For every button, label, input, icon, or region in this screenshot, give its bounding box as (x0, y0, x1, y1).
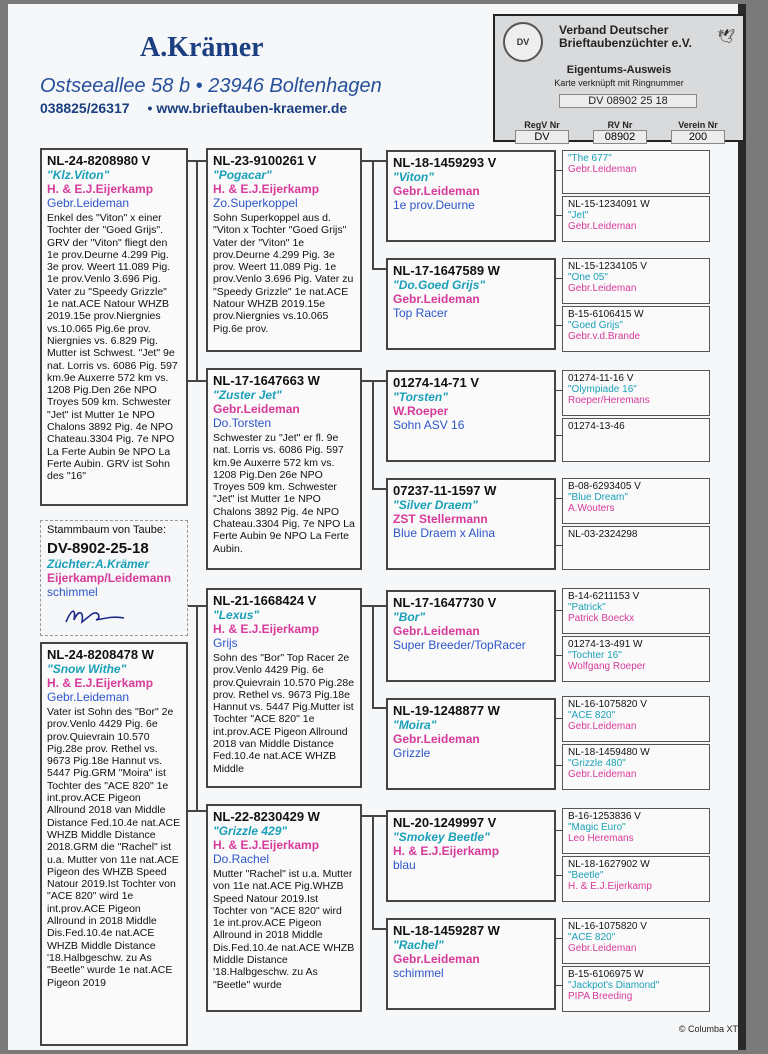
gggparent-nickname: "Blue Dream" (568, 492, 628, 503)
gggparent-box (562, 150, 710, 194)
gggparent-ring: NL-18-1459480 W (568, 747, 650, 758)
ggparent-owner: Super Breeder/TopRacer (393, 638, 526, 652)
ggparent-box (386, 590, 556, 682)
grandparent-owner: Do.Torsten (213, 416, 272, 430)
card-title: Eigentums-Ausweis (566, 64, 672, 76)
ggparent-ring: NL-20-1249997 V (393, 815, 497, 830)
subject-origin: Eijerkamp/Leidemann (47, 571, 172, 585)
ggparent-nickname: "Bor" (393, 610, 426, 624)
card-subtitle: Karte verknüpft mit Ringnummer (554, 78, 684, 88)
gggparent-ring: NL-16-1075820 V (568, 921, 647, 932)
gggparent-box (562, 370, 710, 416)
gggparent-box (562, 744, 710, 790)
grandparent-box (206, 148, 362, 352)
contact-line (40, 100, 365, 116)
gggparent-nickname: "ACE 820" (568, 932, 616, 943)
ggparent-breeder: Gebr.Leideman (393, 184, 480, 198)
ggparent-nickname: "Torsten" (393, 390, 448, 404)
gggparent-box (562, 258, 710, 304)
subject-color: schimmel (47, 585, 98, 599)
grandparent-ring: NL-22-8230429 W (213, 809, 320, 824)
col-regv-value: DV (515, 130, 569, 144)
gggparent-ring: B-08-6293405 V (568, 481, 641, 492)
sire-breeder: H. & E.J.Eijerkamp (47, 182, 154, 196)
dam-owner: Gebr.Leideman (47, 690, 130, 704)
gggparent-ring: 01274-13-491 W (568, 639, 643, 650)
ggparent-nickname: "Moira" (393, 718, 437, 732)
ggparent-owner: schimmel (393, 966, 444, 980)
gggparent-breeder: Gebr.Leideman (568, 164, 637, 175)
gggparent-nickname: "One 05" (568, 272, 608, 283)
signature-icon (62, 604, 132, 628)
dam-description: Vater ist Sohn des "Bor" 2e prov.Venlo 4429 Pig. 6e prov.Quievrain 10.570 Pig.28e prov. Rethel vs. 9673 Pig.18e Hannut vs. 5447 Pig.GRM "Moira" ist Tochter des "ACE 820" 1e int.prov.ACE Pigeon Allround 2018 van Middle Distance Fed.10.4e nat.ACE WHZB Middle Distance 2018.GRM die "Rachel" ist u.a. Mutter von 11e nat.ACE Pigeon des WHZB Speed Natour 2019.Ist Tochter von "ACE 820" wird 1e int.prov.ACE Pigeon Allround in 2018 Middle Dis.Fed.10.4e nat.ACE WHZB Middle Distance '18.Halbgeschw. zu As "Beetle" wurde 1e nat.ACE Pigeon 2019 (47, 706, 181, 989)
gggparent-box (562, 696, 710, 742)
subject-breeder: Züchter:A.Krämer (47, 557, 150, 571)
grandparent-breeder: H. & E.J.Eijerkamp (213, 838, 320, 852)
gggparent-box (562, 918, 710, 964)
ggparent-nickname: "Viton" (393, 170, 434, 184)
gggparent-ring: NL-16-1075820 V (568, 699, 647, 710)
gggparent-box (562, 418, 710, 462)
gggparent-ring: NL-18-1627902 W (568, 859, 650, 870)
ggparent-breeder: Gebr.Leideman (393, 292, 480, 306)
ggparent-breeder: ZST Stellermann (393, 512, 488, 526)
gggparent-box (562, 478, 710, 524)
gggparent-ring: NL-15-1234105 V (568, 261, 647, 272)
grandparent-owner: Do.Rachel (213, 852, 270, 866)
gggparent-nickname: "Beetle" (568, 870, 604, 881)
grandparent-box (206, 588, 362, 788)
gggparent-ring: NL-15-1234091 W (568, 199, 650, 210)
grandparent-nickname: "Grizzle 429" (213, 824, 288, 838)
gggparent-nickname: "Goed Grijs" (568, 320, 623, 331)
gggparent-breeder: Wolfgang Roeper (568, 661, 646, 672)
grandparent-description: Schwester zu "Jet" er fl. 9e nat. Lorris vs. 6086 Pig. 597 km.9e Auxerre 572 km vs. 1208 Pig.Den 26e NPO Troyes 509 km. Schwester "Jet" ist Mutter 1e NPO Chalons 3892 Pig. 4e NPO Chateau.3304 Pig. 7e NPO La Ferte Aubin 9e NPO La Ferte Aubin. (213, 432, 355, 555)
ggparent-breeder: Gebr.Leideman (393, 624, 480, 638)
gggparent-breeder: Patrick Boeckx (568, 613, 635, 624)
ggparent-box (386, 258, 556, 350)
gggparent-box (562, 306, 710, 352)
dam-breeder: H. & E.J.Eijerkamp (47, 676, 154, 690)
ggparent-breeder: Gebr.Leideman (393, 732, 480, 746)
grandparent-owner: Zo.Superkoppel (213, 196, 298, 210)
gggparent-ring: B-15-6106415 W (568, 309, 644, 320)
ggparent-nickname: "Rachel" (393, 938, 444, 952)
gggparent-breeder: Gebr.Leideman (568, 283, 637, 294)
dam-nickname: "Snow Withe" (47, 662, 127, 676)
sire-owner: Gebr.Leideman (47, 196, 130, 210)
gggparent-nickname: "Patrick" (568, 602, 606, 613)
gggparent-nickname: "ACE 820" (568, 710, 616, 721)
ggparent-breeder: W.Roeper (393, 404, 449, 418)
grandparent-description: Sohn Superkoppel aus d. "Viton x Tochter "Goed Grijs" Vater der "Viton" 1e prov.Deurne 4.299 Pig. 3e prov. Weert 11.089 Pig. 1e prov.Venlo 3.696 Pig. Vater zu "Speedy Grizzle" 1e nat.ACE Natour WHZB 2019.15e prov.Niergnies vs.10.065 Pig.6e prov. (213, 212, 354, 335)
breeder-address: Ostseeallee 58 b • 23946 Boltenhagen (40, 75, 382, 97)
gggparent-nickname: "Olympiade 16" (568, 384, 637, 395)
dv-seal-icon: DV (503, 22, 543, 62)
ggparent-nickname: "Do.Goed Grijs" (393, 278, 486, 292)
gggparent-ring: B-16-1253836 V (568, 811, 641, 822)
gggparent-ring: 01274-11-16 V (568, 373, 634, 384)
org-name (559, 24, 692, 50)
gggparent-breeder: Gebr.Leideman (568, 721, 637, 732)
gggparent-breeder: Gebr.Leideman (568, 221, 637, 232)
grandparent-ring: NL-17-1647663 W (213, 373, 320, 388)
pigeon-icon: 🕊 (717, 28, 735, 44)
gggparent-box (562, 808, 710, 854)
grandparent-ring: NL-21-1668424 V (213, 593, 317, 608)
gggparent-breeder: Gebr.v.d.Brande (568, 331, 641, 342)
org-line-2: Brieftaubenzüchter e.V. (559, 36, 692, 50)
gggparent-nickname: "Jackpot's Diamond" (568, 980, 660, 991)
breeder-name: A.Krämer (140, 32, 264, 63)
gggparent-breeder: Leo Heremans (568, 833, 634, 844)
grandparent-breeder: H. & E.J.Eijerkamp (213, 182, 320, 196)
gggparent-box (562, 636, 710, 682)
ggparent-ring: NL-19-1248877 W (393, 703, 500, 718)
dam-ring: NL-24-8208478 W (47, 647, 154, 662)
ggparent-box (386, 810, 556, 902)
gggparent-nickname: "Magic Euro" (568, 822, 626, 833)
ggparent-ring: NL-17-1647589 W (393, 263, 500, 278)
gggparent-nickname: "Tochter 16" (568, 650, 622, 661)
website-link[interactable]: • www.brieftauben-kraemer.de (147, 100, 348, 116)
gggparent-box (562, 526, 710, 570)
gggparent-box (562, 196, 710, 242)
col-rv-value: 08902 (593, 130, 647, 144)
sire-description: Enkel des "Viton" x einer Tochter der "Goed Grijs". GRV der "Viton" fliegt den 1e prov.Deurne 4.299 Pig. 3e prov. Weert 11.089 Pig. 1e prov.Venlo 3.696 Pig. Vater zu "Speedy Grizzle" 1e nat.ACE Natour WHZB 2019.15e prov.Niergnies vs.10.065 Pig.6e prov. Niergnies vs. 6.829 Pig. Mutter ist Schwest. "Jet" 9e nat. Lorris vs. 6086 Pig. 597 km.9e Auxerre 572 km vs. 1208 Pig.Den 26e NPO Troyes 509 km. Schwester "Jet" ist Mutter 1e NPO Chalons 3892 Pig. 4e NPO Chateau.3304 Pig. 7e NPO La Ferte Aubin 9e NPO La Ferte Aubin. GRV ist Sohn des "16" (47, 212, 178, 483)
phone-number: 038825/26317 (40, 100, 130, 116)
gggparent-breeder: Gebr.Leideman (568, 769, 637, 780)
gggparent-breeder: H. & E.J.Eijerkamp (568, 881, 652, 892)
ggparent-box (386, 918, 556, 1010)
org-line-1: Verband Deutscher (559, 23, 669, 37)
grandparent-ring: NL-23-9100261 V (213, 153, 317, 168)
col-regv-label: RegV Nr (524, 120, 560, 130)
ggparent-owner: Grizzle (393, 746, 431, 760)
gggparent-nickname: "Grizzle 480" (568, 758, 626, 769)
ggparent-ring: NL-18-1459293 V (393, 155, 497, 170)
gggparent-breeder: PIPA Breeding (568, 991, 633, 1002)
grandparent-box (206, 804, 362, 1012)
ggparent-box (386, 478, 556, 570)
grandparent-owner: Grijs (213, 636, 238, 650)
ggparent-box (386, 370, 556, 462)
ggparent-ring: 07237-11-1597 W (393, 483, 497, 498)
gggparent-ring: B-15-6106975 W (568, 969, 644, 980)
ggparent-ring: 01274-14-71 V (393, 375, 480, 390)
ggparent-breeder: Gebr.Leideman (393, 952, 480, 966)
gggparent-breeder: A.Wouters (568, 503, 615, 514)
ggparent-nickname: "Smokey Beetle" (393, 830, 490, 844)
sire-nickname: "Klz.Viton" (47, 168, 110, 182)
gggparent-box (562, 856, 710, 902)
gggparent-box (562, 588, 710, 634)
ggparent-owner: Top Racer (393, 306, 448, 320)
col-verein-label: Verein Nr (678, 120, 718, 130)
ggparent-nickname: "Silver Draem" (393, 498, 478, 512)
grandparent-breeder: Gebr.Leideman (213, 402, 300, 416)
col-rv-label: RV Nr (607, 120, 633, 130)
gggparent-nickname: "The 677" (568, 153, 612, 164)
gggparent-ring: B-14-6211153 V (568, 591, 640, 602)
ggparent-ring: NL-17-1647730 V (393, 595, 497, 610)
grandparent-description: Sohn des "Bor" Top Racer 2e prov.Venlo 4429 Pig. 6e prov.Quievrain 10.570 Pig.28e prov. Rethel vs. 9673 Pig.18e Hannut vs. 5447 Pig.Mutter ist Tochter "ACE 820" 1e int.prov.ACE Pigeon Allround 2018 van Middle Distance Fed.10.4e nat.ACE WHZB Middle (213, 652, 355, 775)
gggparent-ring: 01274-13-46 (568, 421, 625, 432)
gggparent-breeder: Gebr.Leideman (568, 943, 637, 954)
grandparent-nickname: "Lexus" (213, 608, 260, 622)
copyright-footer: © Columba XT (678, 1024, 738, 1034)
ggparent-owner: 1e prov.Deurne (393, 198, 475, 212)
gggparent-ring: NL-03-2324298 (568, 529, 638, 540)
ggparent-breeder: H. & E.J.Eijerkamp (393, 844, 500, 858)
ggparent-box (386, 150, 556, 242)
gggparent-box (562, 966, 710, 1012)
grandparent-description: Mutter "Rachel" ist u.a. Mutter von 11e nat.ACE Pig.WHZB Speed Natour 2019.Ist Tochter von "ACE 820" wird 1e int.prov.ACE Pigeon Allround in 2018 Middle Dis.Fed.10.4e nat.ACE WHZB Middle Distance '18.Halbgeschw. zu As "Beetle" wurde (213, 868, 355, 991)
grandparent-box (206, 368, 362, 570)
grandparent-nickname: "Zuster Jet" (213, 388, 282, 402)
dam-box (40, 642, 188, 1046)
sire-ring: NL-24-8208980 V (47, 153, 151, 168)
ggparent-owner: blau (393, 858, 416, 872)
ownership-card (493, 14, 745, 142)
ggparent-owner: Sohn ASV 16 (393, 418, 465, 432)
sire-box (40, 148, 188, 506)
card-ring-number: DV 08902 25 18 (559, 94, 697, 108)
grandparent-nickname: "Pogacar" (213, 168, 272, 182)
grandparent-breeder: H. & E.J.Eijerkamp (213, 622, 320, 636)
ggparent-box (386, 698, 556, 790)
gggparent-nickname: "Jet" (568, 210, 589, 221)
subject-ring: DV-8902-25-18 (47, 540, 149, 557)
ggparent-owner: Blue Draem x Alina (393, 526, 496, 540)
col-verein-value: 200 (671, 130, 725, 144)
gggparent-breeder: Roeper/Heremans (568, 395, 650, 406)
subject-label: Stammbaum von Taube: (47, 524, 167, 536)
ggparent-ring: NL-18-1459287 W (393, 923, 500, 938)
